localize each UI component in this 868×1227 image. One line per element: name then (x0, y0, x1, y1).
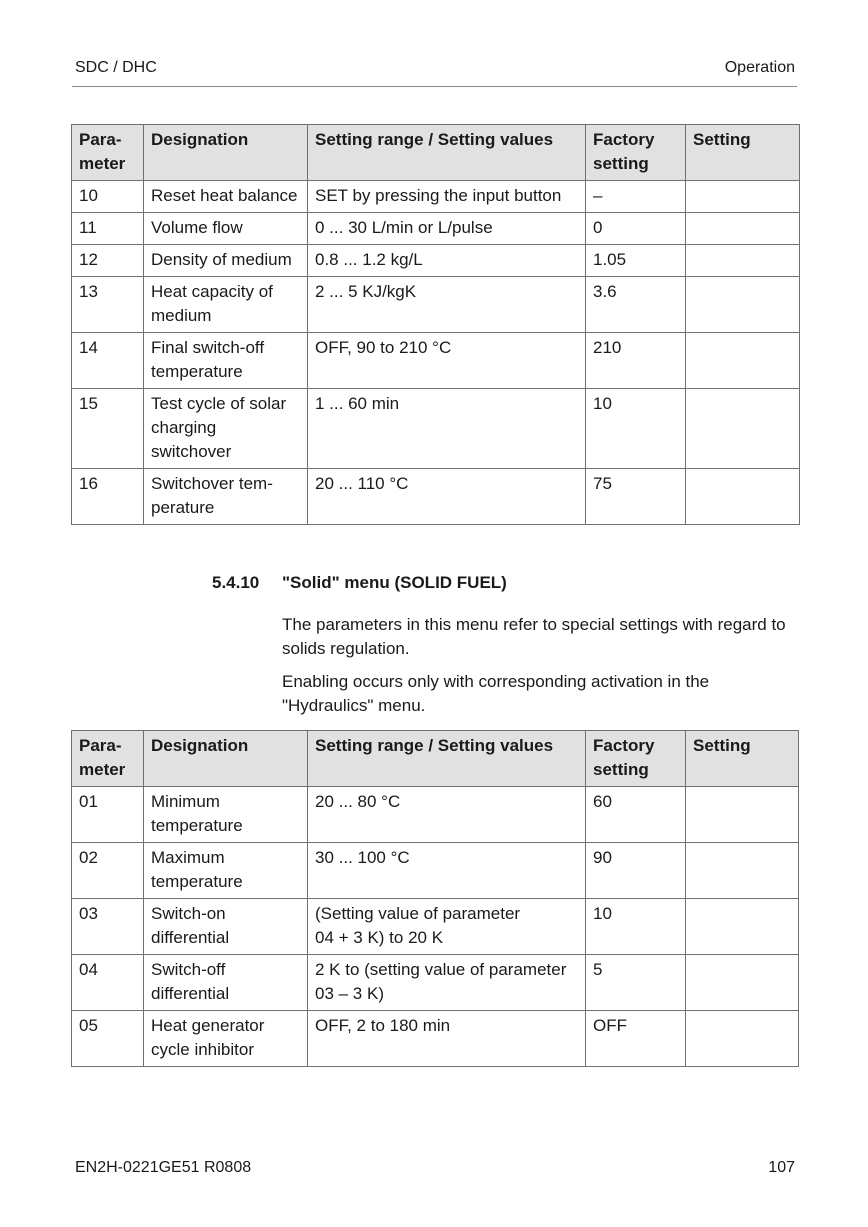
table-row (72, 469, 800, 525)
footer-document-code: EN2H-0221GE51 R0808 (75, 1159, 252, 1176)
factory-setting-cell: 3.6 (586, 277, 686, 333)
factory-setting-cell: 0 (586, 213, 686, 245)
column-header-factory-setting: Factory setting (586, 731, 686, 787)
table-body (72, 787, 799, 1067)
designation-cell: Reset heat balance (144, 181, 308, 213)
parameter-cell: 03 (72, 899, 144, 955)
table-row (72, 899, 799, 955)
setting-cell (686, 469, 800, 525)
parameter-table-2 (71, 730, 799, 1067)
parameter-cell: 11 (72, 213, 144, 245)
setting-range-cell: SET by pressing the input button (308, 181, 586, 213)
column-header-designation: Designation (144, 731, 308, 787)
designation-cell: Switch-off differential (144, 955, 308, 1011)
header-chapter-title: Operation (724, 59, 795, 76)
table-row (72, 333, 800, 389)
setting-cell (686, 213, 800, 245)
designation-cell: Heat generator cycle inhibitor (144, 1011, 308, 1067)
parameter-cell: 15 (72, 389, 144, 469)
setting-range-cell: OFF, 2 to 180 min (308, 1011, 586, 1067)
table-body (72, 181, 800, 525)
setting-cell (686, 181, 800, 213)
designation-cell: Test cycle of solar charging switchover (144, 389, 308, 469)
factory-setting-cell: 10 (586, 899, 686, 955)
designation-cell: Density of medium (144, 245, 308, 277)
column-header-setting: Setting (686, 731, 799, 787)
header-divider (72, 86, 797, 87)
parameter-cell: 13 (72, 277, 144, 333)
setting-range-cell: 0.8 ... 1.2 kg/L (308, 245, 586, 277)
section-paragraph-2: Enabling occurs only with corresponding activation in the "Hydraulics" menu. (282, 672, 710, 715)
setting-range-cell: 2 K to (setting value of parameter 03 – 3 K) (308, 955, 586, 1011)
table-row (72, 1011, 799, 1067)
parameter-cell: 04 (72, 955, 144, 1011)
table-header-row (72, 125, 800, 181)
parameter-cell: 12 (72, 245, 144, 277)
factory-setting-cell: 1.05 (586, 245, 686, 277)
column-header-parameter: Para- meter (72, 731, 144, 787)
setting-cell (686, 787, 799, 843)
factory-setting-cell: 5 (586, 955, 686, 1011)
designation-cell: Heat capacity of medium (144, 277, 308, 333)
setting-cell (686, 389, 800, 469)
setting-range-cell: 20 ... 110 °C (308, 469, 586, 525)
setting-cell (686, 843, 799, 899)
setting-cell (686, 245, 800, 277)
table-row (72, 277, 800, 333)
table-header-row (72, 731, 799, 787)
setting-range-cell: (Setting value of parameter 04 + 3 K) to 20 K (308, 899, 586, 955)
factory-setting-cell: – (586, 181, 686, 213)
parameter-cell: 05 (72, 1011, 144, 1067)
setting-cell (686, 899, 799, 955)
designation-cell: Switch-on differential (144, 899, 308, 955)
table-row (72, 213, 800, 245)
setting-range-cell: 0 ... 30 L/min or L/pulse (308, 213, 586, 245)
setting-range-cell: 1 ... 60 min (308, 389, 586, 469)
table-row (72, 955, 799, 1011)
factory-setting-cell: OFF (586, 1011, 686, 1067)
designation-cell: Final switch-off temperature (144, 333, 308, 389)
parameter-cell: 16 (72, 469, 144, 525)
parameter-cell: 10 (72, 181, 144, 213)
table-row (72, 843, 799, 899)
designation-cell: Minimum temperature (144, 787, 308, 843)
factory-setting-cell: 75 (586, 469, 686, 525)
setting-cell (686, 333, 800, 389)
setting-range-cell: OFF, 90 to 210 °C (308, 333, 586, 389)
factory-setting-cell: 10 (586, 389, 686, 469)
factory-setting-cell: 60 (586, 787, 686, 843)
section-number: 5.4.10 (212, 573, 260, 592)
parameter-cell: 01 (72, 787, 144, 843)
column-header-parameter: Para- meter (72, 125, 144, 181)
table-row (72, 245, 800, 277)
page-number: 107 (768, 1159, 795, 1176)
table-row (72, 787, 799, 843)
column-header-setting-range: Setting range / Setting values (308, 125, 586, 181)
column-header-factory-setting: Factory setting (586, 125, 686, 181)
table-row (72, 181, 800, 213)
factory-setting-cell: 90 (586, 843, 686, 899)
setting-range-cell: 20 ... 80 °C (308, 787, 586, 843)
setting-cell (686, 1011, 799, 1067)
section-paragraph-1: The parameters in this menu refer to special settings with regard to solids regulation. (282, 615, 786, 658)
setting-cell (686, 955, 799, 1011)
header-document-title: SDC / DHC (75, 59, 157, 76)
setting-range-cell: 30 ... 100 °C (308, 843, 586, 899)
parameter-table-1 (71, 124, 800, 525)
setting-cell (686, 277, 800, 333)
designation-cell: Switchover tem- perature (144, 469, 308, 525)
column-header-designation: Designation (144, 125, 308, 181)
setting-range-cell: 2 ... 5 KJ/kgK (308, 277, 586, 333)
column-header-setting-range: Setting range / Setting values (308, 731, 586, 787)
parameter-cell: 14 (72, 333, 144, 389)
column-header-setting: Setting (686, 125, 800, 181)
table-row (72, 389, 800, 469)
designation-cell: Maximum temperature (144, 843, 308, 899)
factory-setting-cell: 210 (586, 333, 686, 389)
parameter-cell: 02 (72, 843, 144, 899)
section-title: "Solid" menu (SOLID FUEL) (282, 573, 507, 592)
designation-cell: Volume flow (144, 213, 308, 245)
